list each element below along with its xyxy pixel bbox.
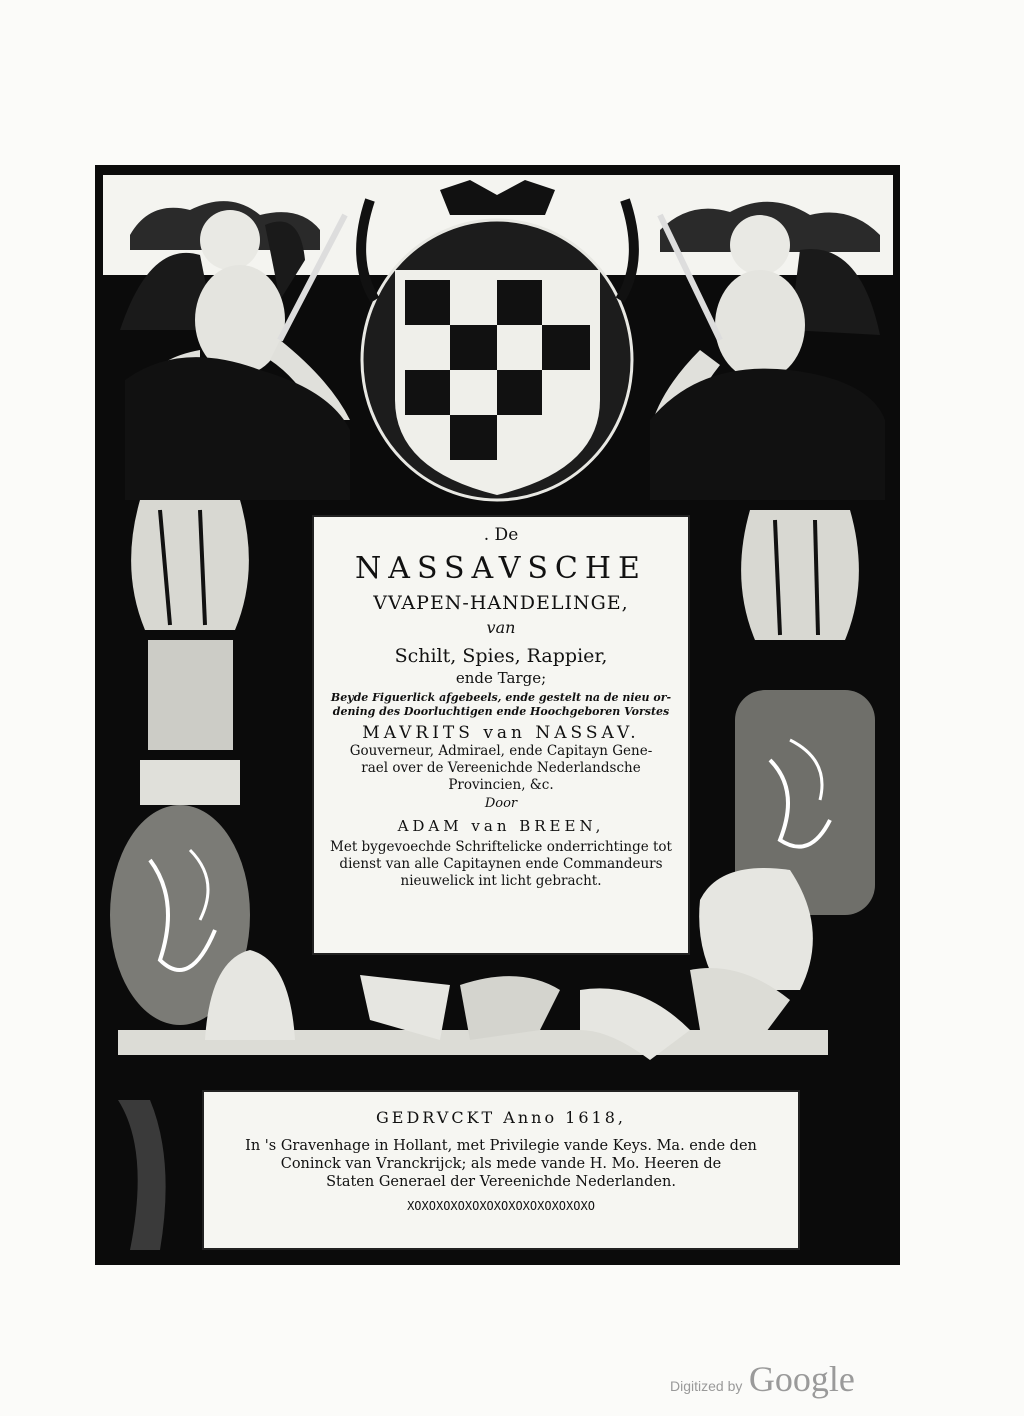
right-armour-stack bbox=[699, 510, 875, 990]
extra-line-3: nieuwelick int licht gebracht. bbox=[400, 873, 602, 889]
book-title-line-2: VVAPEN-HANDELINGE, bbox=[373, 592, 629, 614]
office-line-1: Gouverneur, Admirael, ende Capitayn Gene- bbox=[349, 743, 653, 759]
subject-line-1: Schilt, Spies, Rappier, bbox=[394, 645, 608, 667]
imprint-panel bbox=[202, 1090, 800, 1250]
office-line-3: Provincien, &c. bbox=[448, 777, 554, 793]
title-de: . De bbox=[483, 525, 519, 545]
subject-line-2: ende Targe; bbox=[455, 669, 547, 687]
extra-line-1: Met bygevoechde Schriftelicke onderrichtinge tot bbox=[330, 839, 672, 855]
left-armour-stack bbox=[110, 500, 250, 1025]
description-line-2: dening des Doorluchtigen ende Hoochgeboren Vorstes bbox=[332, 705, 670, 718]
extra-line-2: dienst van alle Capitaynen ende Commandeurs bbox=[339, 856, 663, 872]
google-watermark bbox=[670, 1358, 855, 1400]
book-title-line-1: NASSAVSCHE bbox=[355, 551, 647, 586]
imprint-line-3: Coninck van Vranckrijck; als mede vande H. Mo. Heeren de bbox=[280, 1156, 722, 1172]
title-van: van bbox=[486, 618, 516, 637]
author-name: ADAM van BREEN, bbox=[397, 817, 605, 835]
description-line-1: Beyde Figuerlick afgebeels, ende gestelt na de nieu or- bbox=[330, 691, 672, 704]
prince-name: MAVRITS van NASSAV. bbox=[362, 723, 640, 743]
title-panel bbox=[312, 515, 690, 955]
digitized-by-text: Digitized by bbox=[670, 1378, 743, 1394]
imprint-line-2: In 's Gravenhage in Hollant, met Privilegie vande Keys. Ma. ende den bbox=[245, 1138, 757, 1154]
google-logo: Google bbox=[748, 1359, 855, 1399]
imprint-date: GEDRVCKT Anno 1618, bbox=[376, 1108, 626, 1127]
door-label: Door bbox=[484, 796, 518, 811]
office-line-2: rael over de Vereenichde Nederlandsche bbox=[361, 760, 641, 776]
ornament-border: XOXOXOXOXOXOXOXOXOXOXOXOXO bbox=[407, 1199, 595, 1213]
imprint-line-4: Staten Generael der Vereenichde Nederlanden. bbox=[326, 1174, 676, 1190]
